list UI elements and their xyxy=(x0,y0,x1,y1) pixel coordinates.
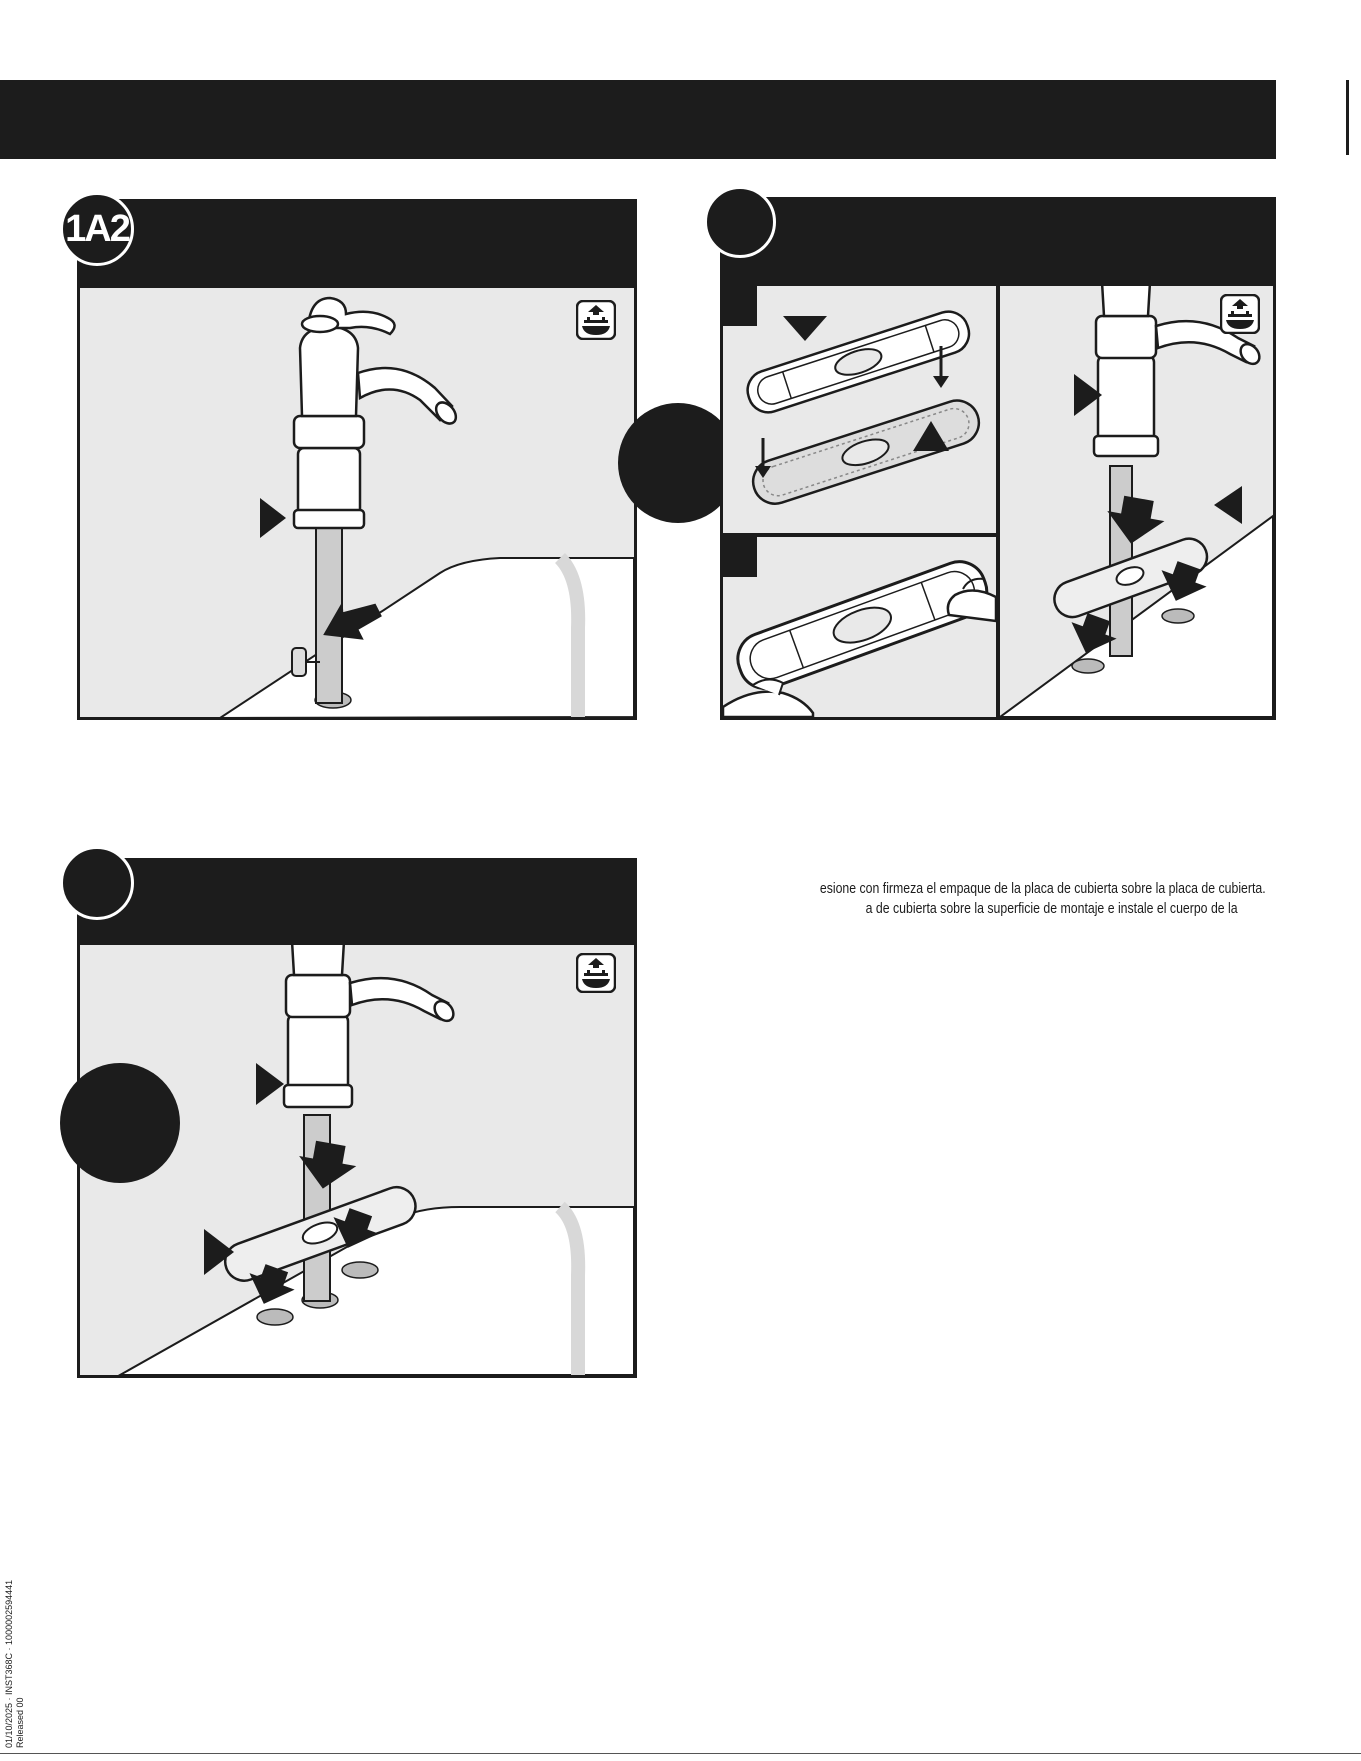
sub-label-a xyxy=(723,286,757,326)
page-header-bar xyxy=(0,80,1276,159)
step-2-badge xyxy=(704,186,776,258)
step-3-option-disc xyxy=(60,1063,180,1183)
step-3-badge xyxy=(60,846,134,920)
deck-plate-mount-illustration xyxy=(1000,286,1273,717)
step-2-header xyxy=(720,197,1276,285)
faucet-insert-illustration xyxy=(80,288,634,717)
step-3-header xyxy=(77,858,637,944)
step-1a2-illustration-panel xyxy=(77,285,637,720)
step-2-panel-gasket-press xyxy=(720,534,999,720)
side-doc-code-line-1: 01/10/2025 · INST368C · 1000002594441 xyxy=(4,1579,14,1748)
side-doc-code-line-2: Released 00 xyxy=(15,1697,25,1748)
deck-plate-gasket-illustration xyxy=(723,286,996,533)
footer-rule xyxy=(0,1753,1361,1754)
step-1a2-header xyxy=(77,199,637,285)
instruction-line-2: a de cubierta sobre la superficie de montaje e instale el cuerpo de la xyxy=(866,900,1238,917)
instruction-line-1: esione con firmeza el empaque de la placa de cubierta sobre la placa de cubierta. xyxy=(820,880,1266,897)
step-1a2-badge: 1A2 xyxy=(60,192,134,266)
step-2-panel-mount xyxy=(997,283,1276,720)
edge-tab-mark xyxy=(1346,80,1349,155)
step-2-panel-gasket-align xyxy=(720,283,999,536)
sub-label-b xyxy=(723,537,757,577)
press-gasket-hands-illustration xyxy=(723,537,996,717)
